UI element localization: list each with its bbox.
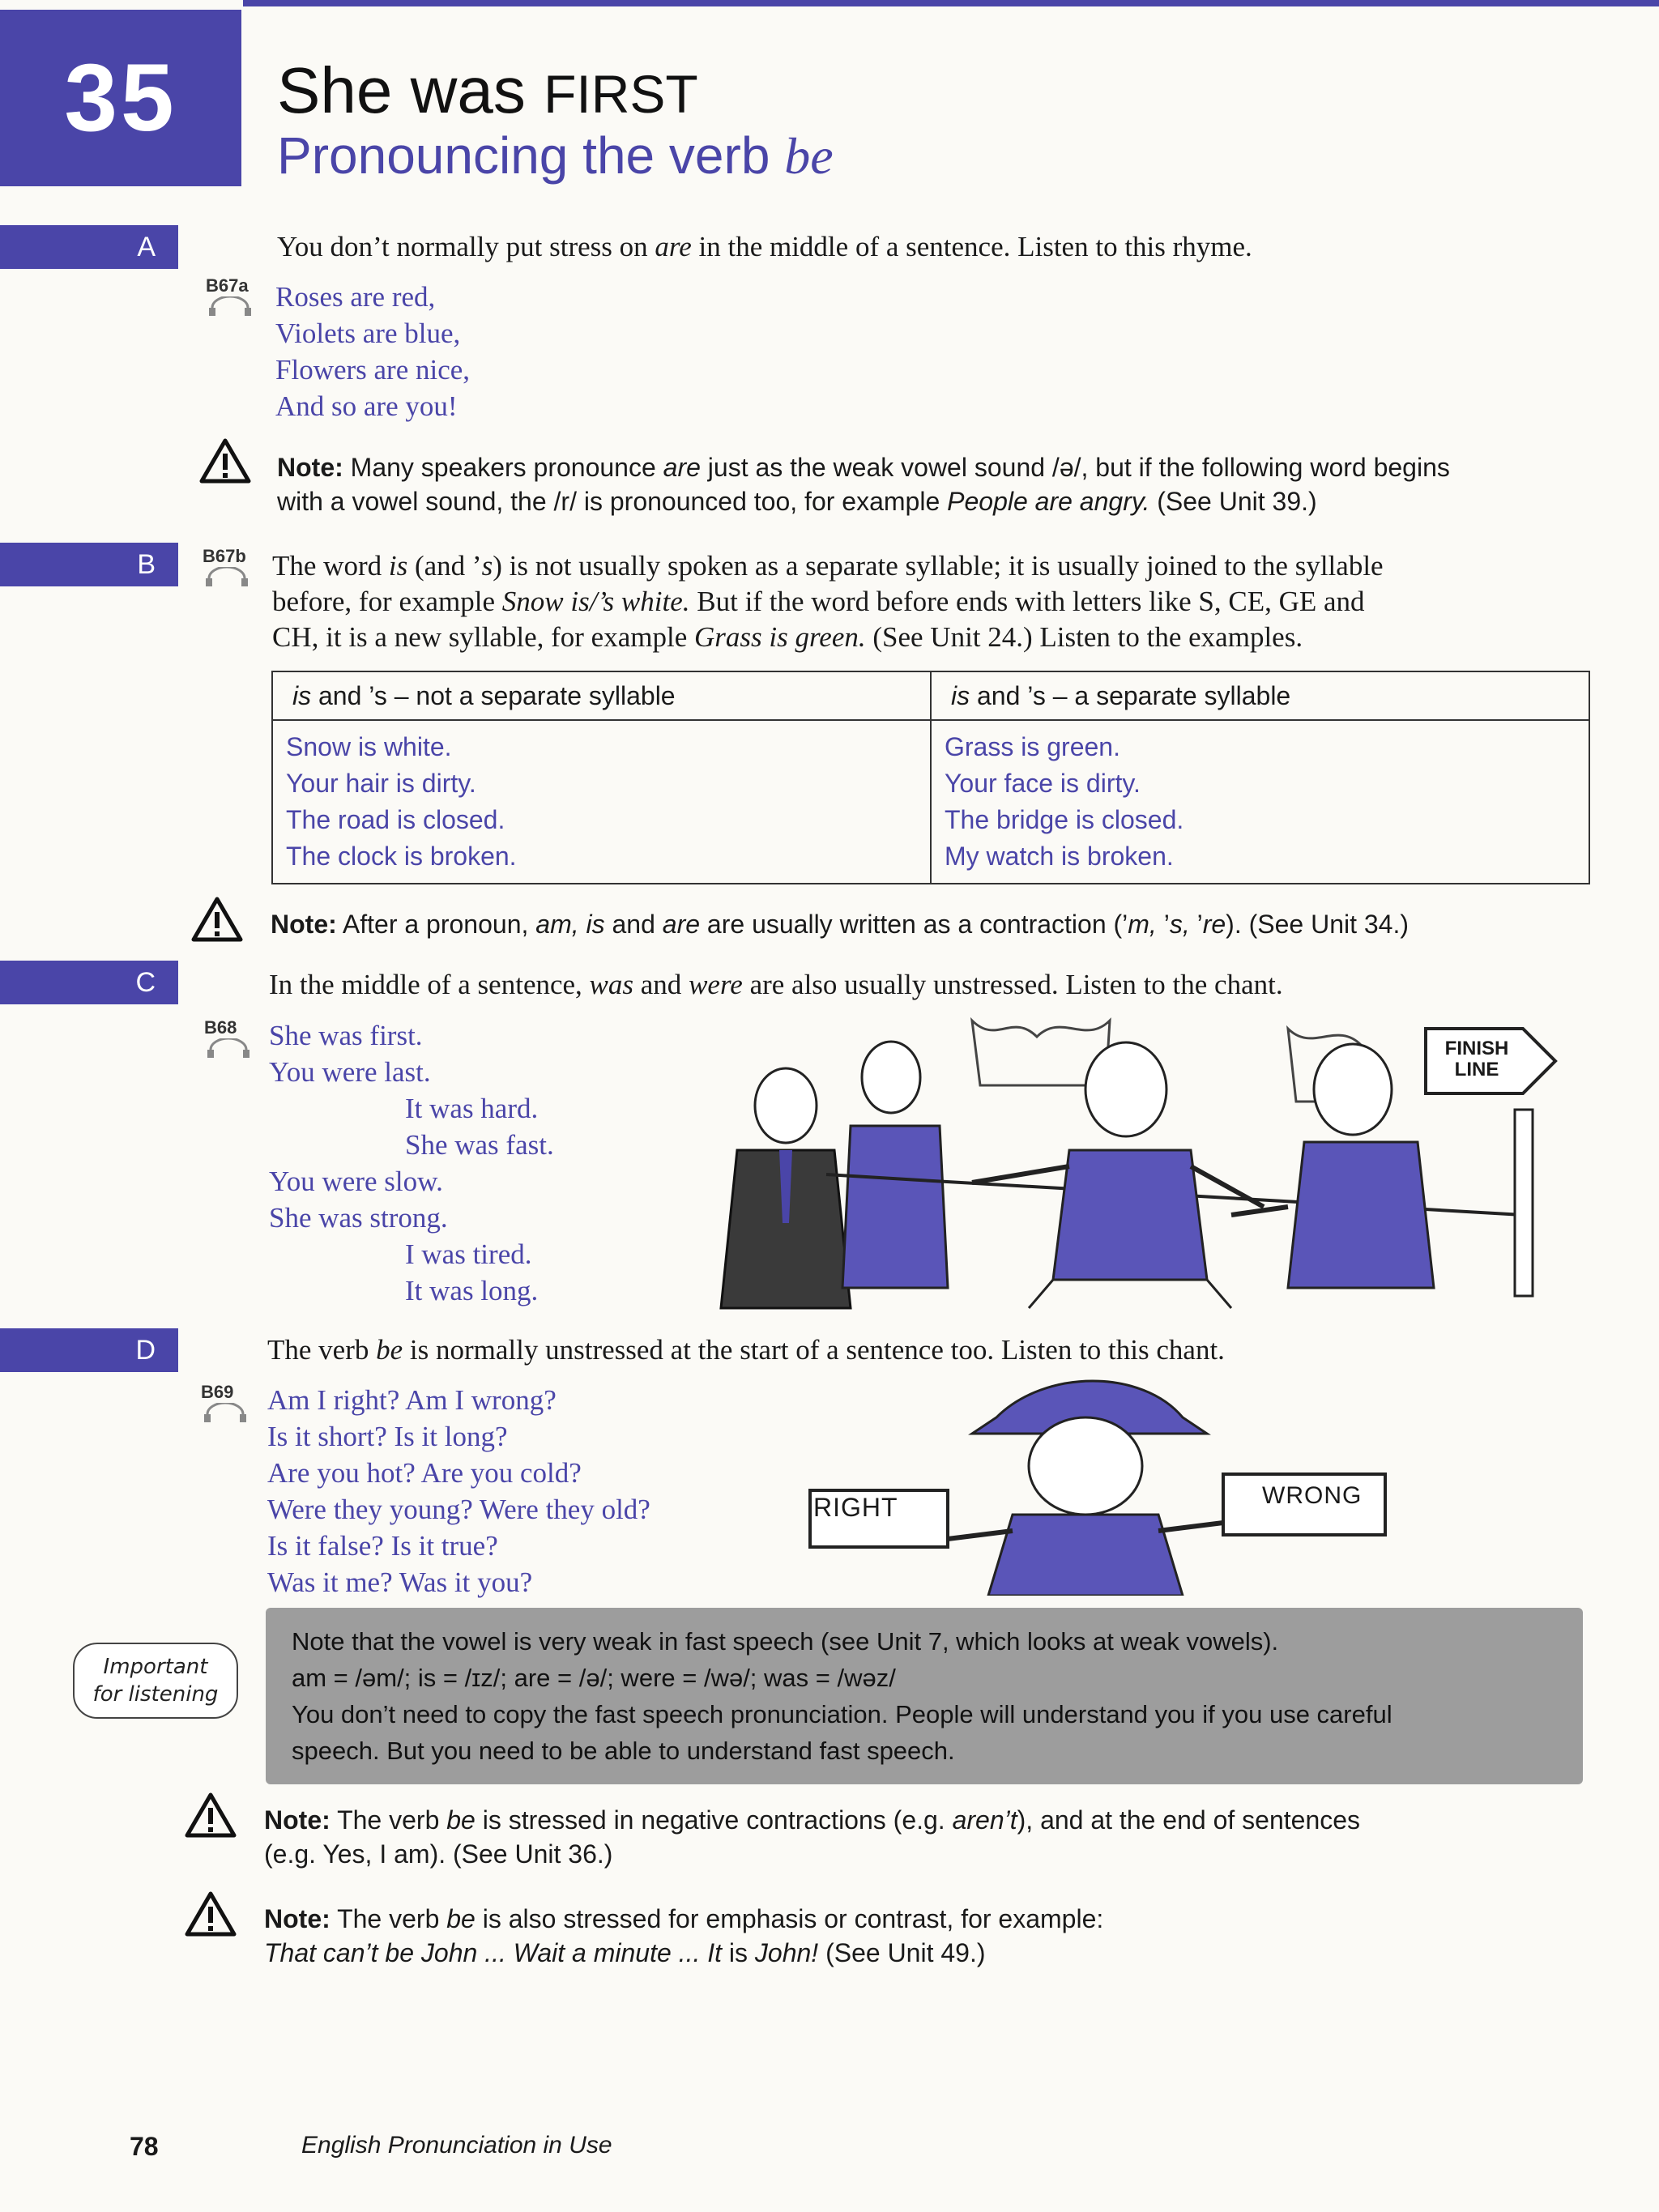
chant-line: It was long. xyxy=(405,1275,539,1306)
table-header-row xyxy=(272,671,1589,720)
section-a-intro: You don’t normally put stress on are in the middle of a sentence. Listen to this rhyme. xyxy=(277,231,1252,262)
track-label: B67b xyxy=(203,546,246,566)
note-end-2: Note: The verb be is also stressed for emphasis or contrast, for example: That can’t be John ... Wait a minute ... It is John! (See Unit 49.) xyxy=(264,1904,1104,1967)
warning-icon xyxy=(191,896,243,943)
chant-line: You were slow. xyxy=(269,1166,443,1197)
listening-note-text: Note that the vowel is very weak in fast speech (see Unit 7, which looks at weak vowels). am = /əm/; is = /ɪz/; are = /ə/; were = /wə/; was = /wəz/ You don’t need to copy the fast speech pronunciation. People will understand you if you use careful speech. But you need to be able to understand fast speech. xyxy=(292,1627,1392,1765)
syllable-table xyxy=(271,671,1590,884)
chant-line: She was fast. xyxy=(405,1129,554,1161)
table-cell: Snow is white. Your hair is dirty. The road is closed. The clock is broken. xyxy=(272,720,931,884)
section-b-intro: The word is (and ’s) is not usually spoken as a separate syllable; it is usually joined to the syllable before, for example Snow is/’s white. But if the word before ends with letters like S, CE, GE and CH, it is a new syllable, for example Grass is green. (See Unit 24.) Listen to the examples. xyxy=(272,550,1384,653)
wrong-box-label: WRONG xyxy=(1262,1482,1363,1509)
important-for-listening-bubble: Important for listening xyxy=(73,1643,238,1719)
headphones-icon xyxy=(206,296,254,316)
chant-line: You were last. xyxy=(269,1056,431,1088)
chant-line: Is it short? Is it long? xyxy=(267,1421,508,1452)
chant-line: Am I right? Am I wrong? xyxy=(267,1384,557,1416)
audio-track-b67a[interactable] xyxy=(206,275,254,316)
rhyme-line: Roses are red, xyxy=(275,281,436,313)
table-row xyxy=(272,720,1589,884)
headphones-icon xyxy=(201,1403,249,1422)
chant-line: Are you hot? Are you cold? xyxy=(267,1457,582,1489)
chant-d xyxy=(267,1382,650,1600)
unit-number: 35 xyxy=(64,45,177,151)
finish-line-sign: FINISH LINE xyxy=(1444,1038,1509,1080)
chant-line: Was it me? Was it you? xyxy=(267,1566,533,1598)
audio-track-b67b[interactable] xyxy=(203,546,251,586)
audio-track-b69[interactable] xyxy=(201,1382,249,1422)
chant-line: Is it false? Is it true? xyxy=(267,1530,498,1562)
note-b: Note: After a pronoun, am, is and are are usually written as a contraction (’m, ’s, ’re). (See Unit 34.) xyxy=(271,910,1410,939)
right-box-label: RIGHT xyxy=(813,1493,898,1522)
section-d-intro: The verb be is normally unstressed at the start of a sentence too. Listen to this chant. xyxy=(267,1334,1225,1366)
chant-line: I was tired. xyxy=(405,1238,532,1270)
chant-line: She was first. xyxy=(269,1020,423,1051)
warning-icon xyxy=(185,1890,237,1937)
track-label: B67a xyxy=(206,275,249,296)
page-number: 78 xyxy=(130,2132,159,2161)
audio-track-b68[interactable] xyxy=(204,1017,253,1058)
headphones-icon xyxy=(203,567,251,586)
table-header: is and ’s – a separate syllable xyxy=(931,671,1589,720)
rhyme-line: Flowers are nice, xyxy=(275,354,471,386)
warning-icon xyxy=(199,437,251,484)
rhyme-line: And so are you! xyxy=(275,390,458,422)
section-label-b: B xyxy=(0,543,178,586)
rhyme xyxy=(275,279,470,424)
headphones-icon xyxy=(204,1038,253,1058)
chant-line: Were they young? Were they old? xyxy=(267,1494,650,1525)
chant-line: She was strong. xyxy=(269,1202,448,1234)
track-label: B69 xyxy=(201,1382,234,1402)
table-cell: Grass is green. Your face is dirty. The bridge is closed. My watch is broken. xyxy=(931,720,1589,884)
rhyme-line: Violets are blue, xyxy=(275,318,461,349)
unit-title: She was FIRST xyxy=(277,54,698,126)
chant-line: It was hard. xyxy=(405,1093,539,1124)
note-end-1: Note: The verb be is stressed in negative contractions (e.g. aren’t), and at the end of sentences (e.g. Yes, I am). (See Unit 36.) xyxy=(264,1805,1361,1869)
table-header: is and ’s – not a separate syllable xyxy=(272,671,931,720)
section-label-d: D xyxy=(0,1328,178,1372)
section-c-intro: In the middle of a sentence, was and were are also usually unstressed. Listen to the chant. xyxy=(269,969,1283,1000)
unit-subtitle: Pronouncing the verb be xyxy=(277,126,834,185)
warning-icon xyxy=(185,1792,237,1839)
note-a: Note: Many speakers pronounce are just as the weak vowel sound /ə/, but if the following word begins with a vowel sound, the /r/ is pronounced too, for example People are angry. (See Unit 39.) xyxy=(277,453,1450,516)
track-label: B68 xyxy=(204,1017,237,1038)
section-label-a: A xyxy=(0,225,178,269)
book-title: English Pronunciation in Use xyxy=(301,2132,612,2159)
top-rule xyxy=(243,0,1659,6)
chant-c xyxy=(269,1017,554,1309)
section-label-c: C xyxy=(0,961,178,1004)
